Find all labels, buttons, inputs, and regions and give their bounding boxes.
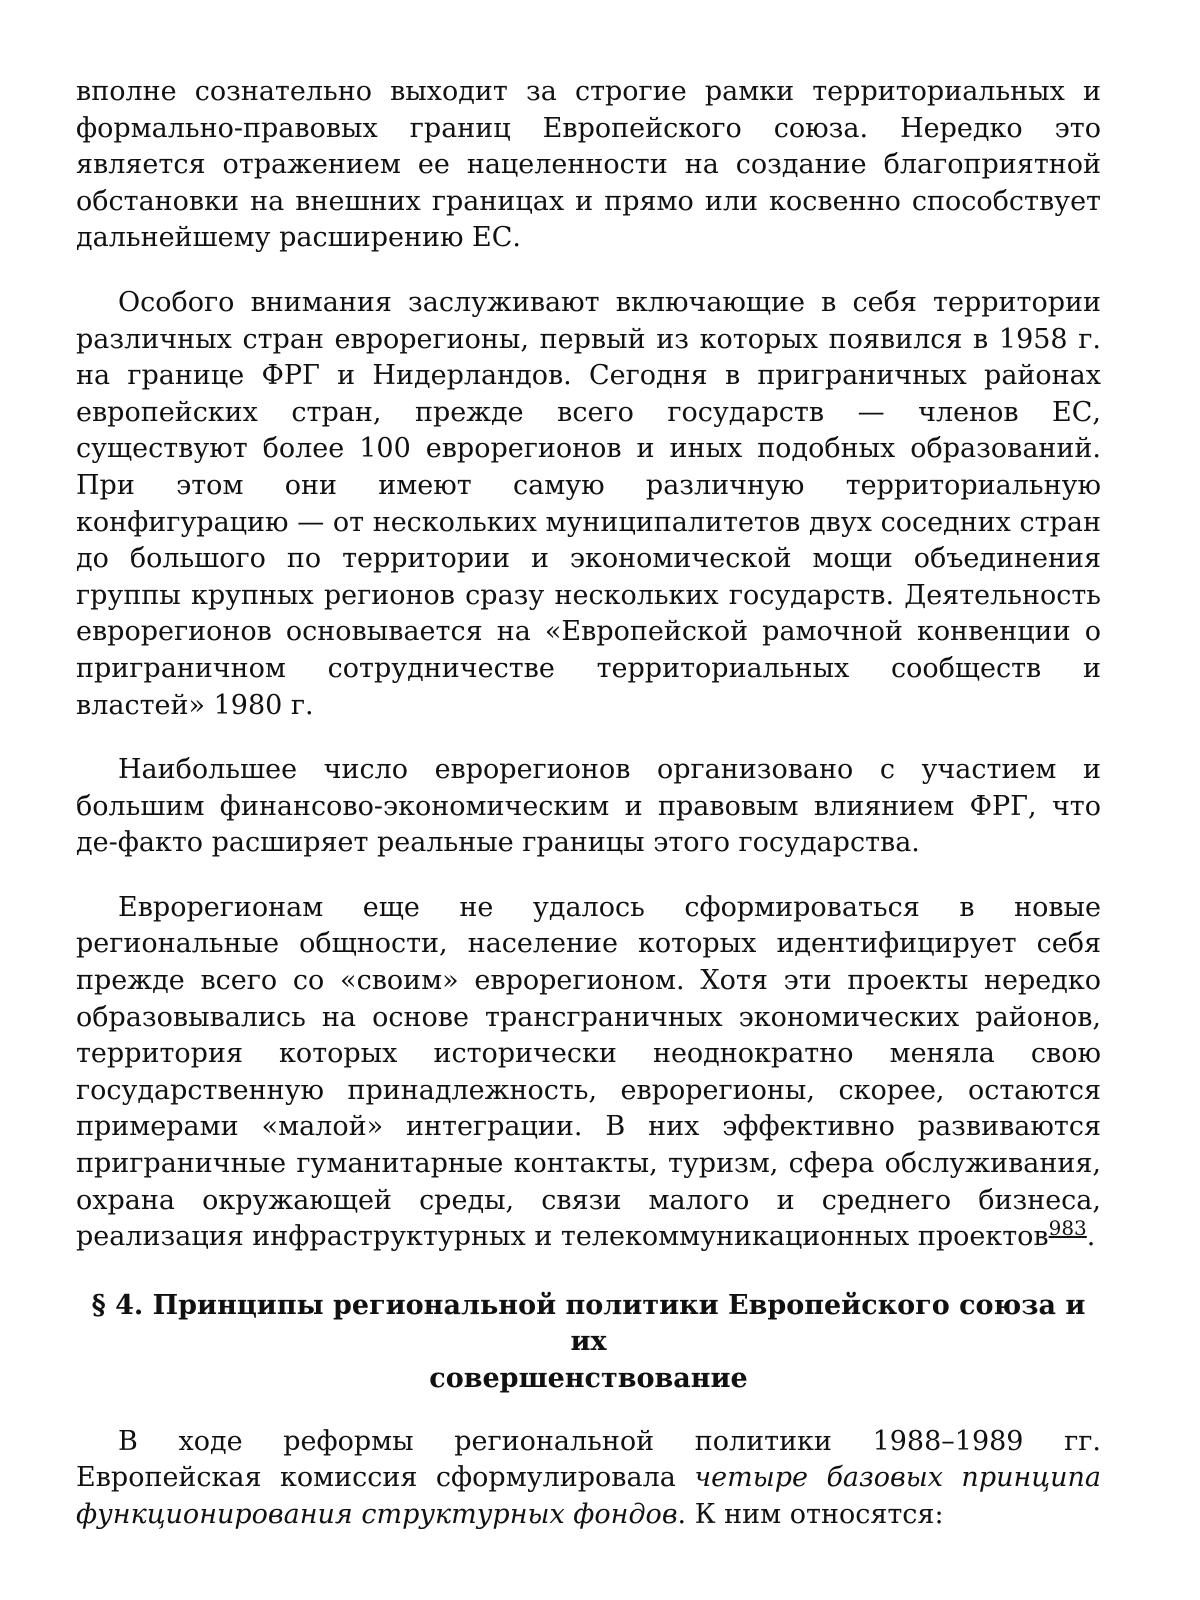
paragraph-4-end: . [1086,1221,1096,1253]
paragraph-5 [76,1424,1101,1534]
paragraph-4-text: Еврорегионам еще не удалось сформироваться в новые региональные общности, население которых идентифицирует себя прежде всего со «своим» еврорегионом. Хотя эти проекты нередко образовывались на основе трансграничных экономических районов, территория которых исторически неоднократно меняла свою государственную принадлежность, еврорегионы, скорее, остаются примерами «малой» интеграции. В них эффективно развиваются приграничные гуманитарные контакты, туризм, сфера обслуживания, охрана окружающей среды, связи малого и среднего бизнеса, реализация инфраструктурных и телекоммуникационных проектов [76,891,1101,1253]
paragraph-5-end: . К ним относятся: [677,1498,944,1530]
section-heading-line-2: совершенствование [429,1363,748,1394]
document-page [76,74,1101,1561]
paragraph-4 [76,890,1101,1256]
paragraph-5-emphasis: четыре базовых принципа функционирования структурных фондов [76,1462,1101,1530]
paragraph-1: вполне сознательно выходит за строгие рамки территориальных и формально-правовых границ Европейского союза. Нередко это является отражением ее нацеленности на создание благоприятной обстановки на внешних границах и прямо или косвенно способствует дальнейшему расширению ЕС. [76,76,1101,254]
paragraph-3: Наибольшее число еврорегионов организовано с участием и большим финансово-экономическим и правовым влиянием ФРГ, что де-факто расширяет реальные границы этого государства. [76,754,1101,859]
section-heading-line-1: § 4. Принципы региональной политики Европейского союза и их [91,1289,1086,1358]
footnote-link-983[interactable]: 983 [1048,1216,1087,1241]
paragraph-2: Особого внимания заслуживают включающие в себя территории различных стран еврорегионы, первый из которых появился в 1958 г. на границе ФРГ и Нидерландов. Сегодня в приграничных районах европейских стран, прежде всего государств — членов ЕС, существуют более 100 еврорегионов и иных подобных образований. При этом они имеют самую различную территориальную конфигурацию — от нескольких муниципалитетов двух соседних стран до большого по территории и экономической мощи объединения группы крупных регионов сразу нескольких государств. Деятельность еврорегионов основывается на «Европейской рамочной конвенции о приграничном сотрудничестве территориальных сообществ и властей» 1980 г. [76,286,1101,721]
section-heading [76,1288,1101,1398]
paragraph-5-start: В ходе реформы региональной политики 1988–1989 гг. Европейская комиссия сформулировала [76,1425,1101,1494]
